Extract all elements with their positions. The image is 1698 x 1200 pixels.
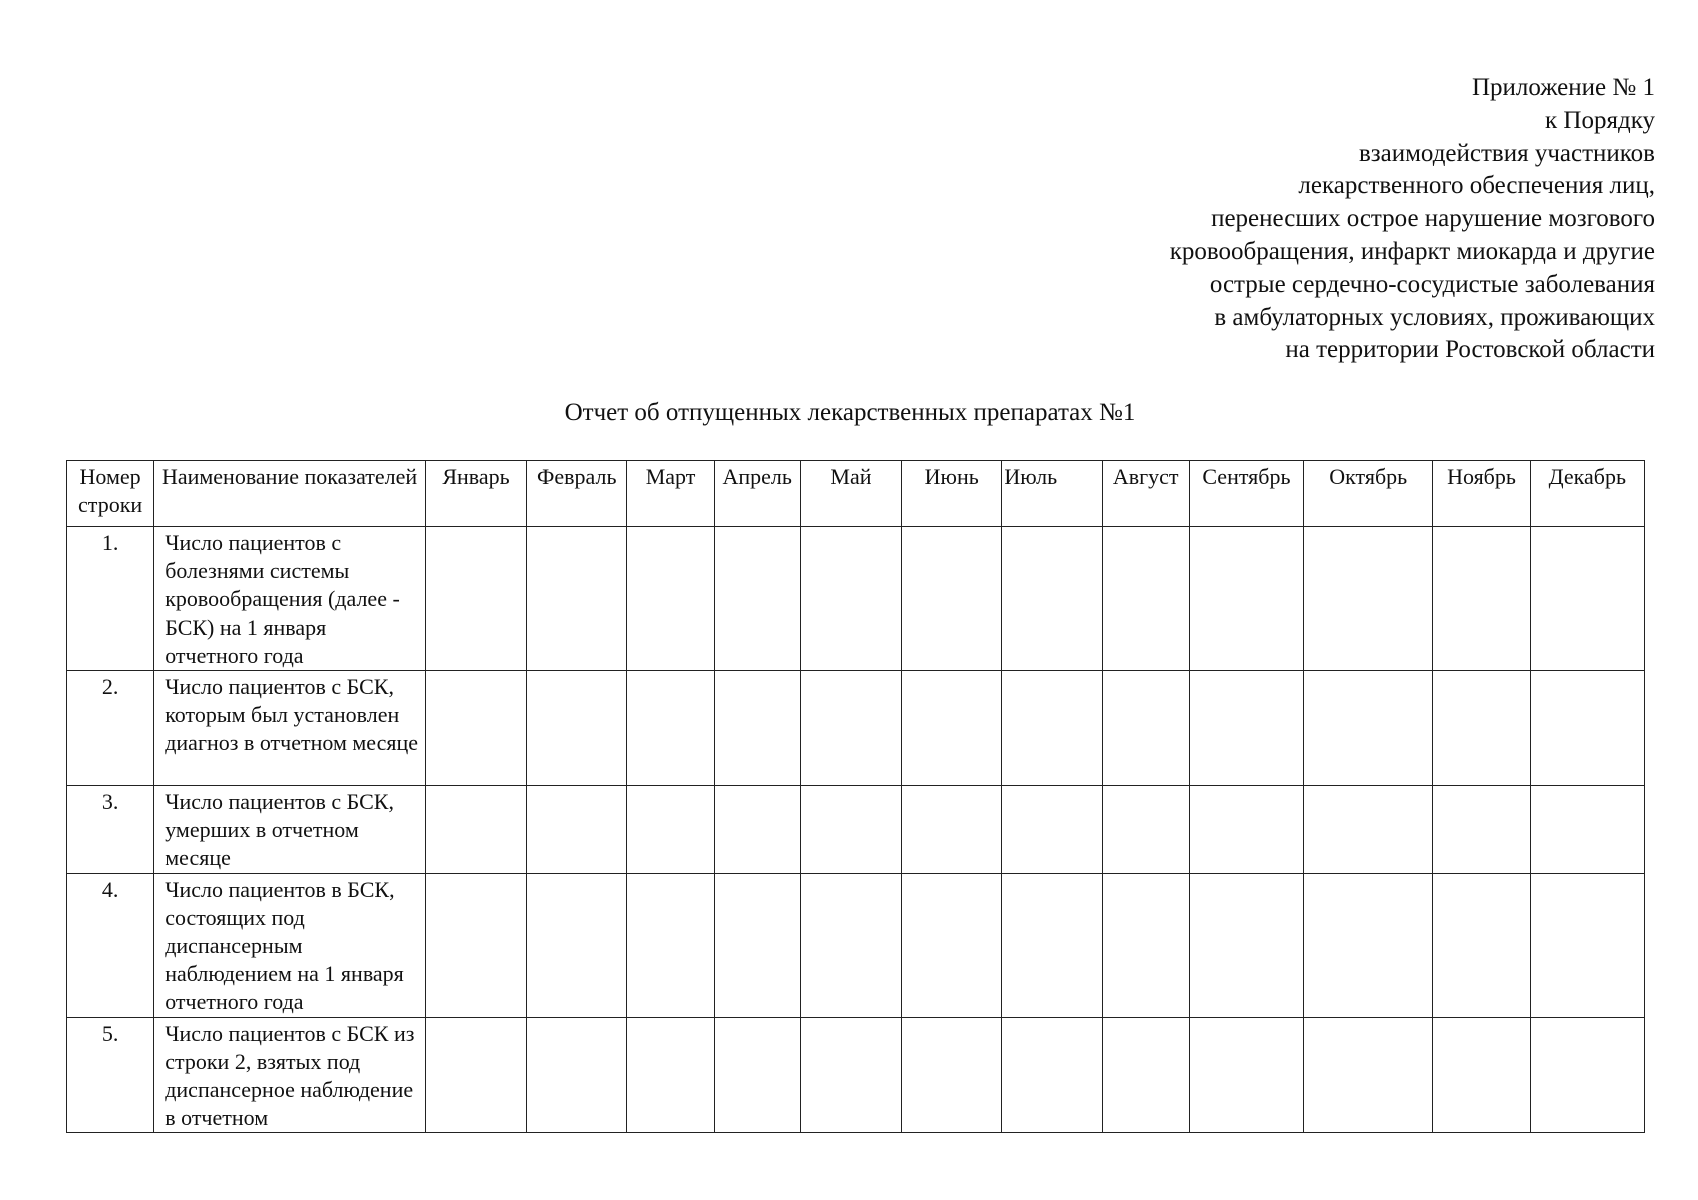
month-cell <box>1102 786 1189 874</box>
appendix-line: острые сердечно-сосудистые заболевания <box>1209 270 1655 298</box>
month-cell <box>1002 1017 1102 1133</box>
month-cell <box>1433 671 1530 786</box>
month-cell <box>1304 873 1433 1017</box>
month-cell <box>1002 873 1102 1017</box>
appendix-header <box>755 72 1655 367</box>
report-title: Отчет об отпущенных лекарственных препаратах №1 <box>564 399 1136 426</box>
table-row <box>67 527 1645 671</box>
month-cell <box>1189 873 1303 1017</box>
month-cell <box>627 873 714 1017</box>
month-cell <box>714 873 800 1017</box>
appendix-line: Приложение № 1 <box>1471 74 1655 101</box>
row-number: 5. <box>67 1017 154 1133</box>
month-cell <box>527 1017 627 1133</box>
row-number: 4. <box>67 873 154 1017</box>
header-month: Июль <box>1002 461 1102 527</box>
month-cell <box>714 786 800 874</box>
row-number: 1. <box>67 527 154 671</box>
header-row-number: Номер строки <box>67 461 154 527</box>
row-indicator: Число пациентов с БСК, умерших в отчетном месяце <box>154 786 426 874</box>
header-month: Декабрь <box>1530 461 1644 527</box>
month-cell <box>1530 1017 1644 1133</box>
header-indicator: Наименование показателей <box>154 461 426 527</box>
month-cell <box>1102 671 1189 786</box>
appendix-line: в амбулаторных условиях, проживающих <box>1214 303 1655 331</box>
month-cell <box>902 671 1002 786</box>
month-cell <box>1433 786 1530 874</box>
month-cell <box>1002 671 1102 786</box>
header-month: Ноябрь <box>1433 461 1530 527</box>
header-month: Февраль <box>527 461 627 527</box>
header-month: Август <box>1102 461 1189 527</box>
month-cell <box>425 1017 526 1133</box>
month-cell <box>1304 1017 1433 1133</box>
month-cell <box>425 527 526 671</box>
month-cell <box>902 527 1002 671</box>
table-row <box>67 786 1645 874</box>
month-cell <box>627 527 714 671</box>
month-cell <box>527 873 627 1017</box>
header-month: Июнь <box>902 461 1002 527</box>
month-cell <box>627 1017 714 1133</box>
month-cell <box>1102 1017 1189 1133</box>
month-cell <box>1530 786 1644 874</box>
month-cell <box>1304 786 1433 874</box>
month-cell <box>1189 1017 1303 1133</box>
month-cell <box>1530 527 1644 671</box>
month-cell <box>527 671 627 786</box>
month-cell <box>1189 527 1303 671</box>
header-month: Май <box>800 461 901 527</box>
row-number: 3. <box>67 786 154 874</box>
month-cell <box>627 671 714 786</box>
appendix-line: на территории Ростовской области <box>1285 336 1655 364</box>
header-month: Октябрь <box>1304 461 1433 527</box>
month-cell <box>425 786 526 874</box>
month-cell <box>425 873 526 1017</box>
month-cell <box>1304 671 1433 786</box>
month-cell <box>425 671 526 786</box>
month-cell <box>1530 873 1644 1017</box>
month-cell <box>1433 873 1530 1017</box>
row-number: 2. <box>67 671 154 786</box>
month-cell <box>527 786 627 874</box>
row-indicator: Число пациентов с БСК, которым был установлен диагноз в отчетном месяце <box>154 671 426 786</box>
table-header-row <box>67 461 1645 527</box>
header-month: Сентябрь <box>1189 461 1303 527</box>
table-row <box>67 1017 1645 1133</box>
month-cell <box>902 786 1002 874</box>
appendix-line: к Порядку <box>1545 106 1655 134</box>
row-indicator: Число пациентов с БСК из строки 2, взятых под диспансерное наблюдение в отчетном <box>154 1017 426 1133</box>
month-cell <box>1102 873 1189 1017</box>
report-table <box>66 460 1645 1133</box>
month-cell <box>800 786 901 874</box>
month-cell <box>800 671 901 786</box>
appendix-line: лекарственного обеспечения лиц, <box>1298 172 1655 200</box>
month-cell <box>1002 786 1102 874</box>
month-cell <box>902 873 1002 1017</box>
table-row <box>67 671 1645 786</box>
appendix-line: кровообращения, инфаркт миокарда и другие <box>1169 237 1655 265</box>
month-cell <box>714 671 800 786</box>
month-cell <box>800 873 901 1017</box>
month-cell <box>1530 671 1644 786</box>
header-month: Март <box>627 461 714 527</box>
month-cell <box>627 786 714 874</box>
month-cell <box>714 1017 800 1133</box>
appendix-line: взаимодействия участников <box>1358 139 1655 167</box>
month-cell <box>527 527 627 671</box>
month-cell <box>1433 527 1530 671</box>
month-cell <box>1189 671 1303 786</box>
month-cell <box>800 527 901 671</box>
month-cell <box>1189 786 1303 874</box>
month-cell <box>800 1017 901 1133</box>
header-month: Апрель <box>714 461 800 527</box>
month-cell <box>1304 527 1433 671</box>
month-cell <box>714 527 800 671</box>
row-indicator: Число пациентов с болезнями системы кровообращения (далее - БСК) на 1 января отчетного года <box>154 527 426 671</box>
month-cell <box>1433 1017 1530 1133</box>
table-row <box>67 873 1645 1017</box>
row-indicator: Число пациентов в БСК, состоящих под диспансерным наблюдением на 1 января отчетного года <box>154 873 426 1017</box>
month-cell <box>902 1017 1002 1133</box>
header-month: Январь <box>425 461 526 527</box>
month-cell <box>1002 527 1102 671</box>
appendix-line: перенесших острое нарушение мозгового <box>1211 205 1655 233</box>
month-cell <box>1102 527 1189 671</box>
